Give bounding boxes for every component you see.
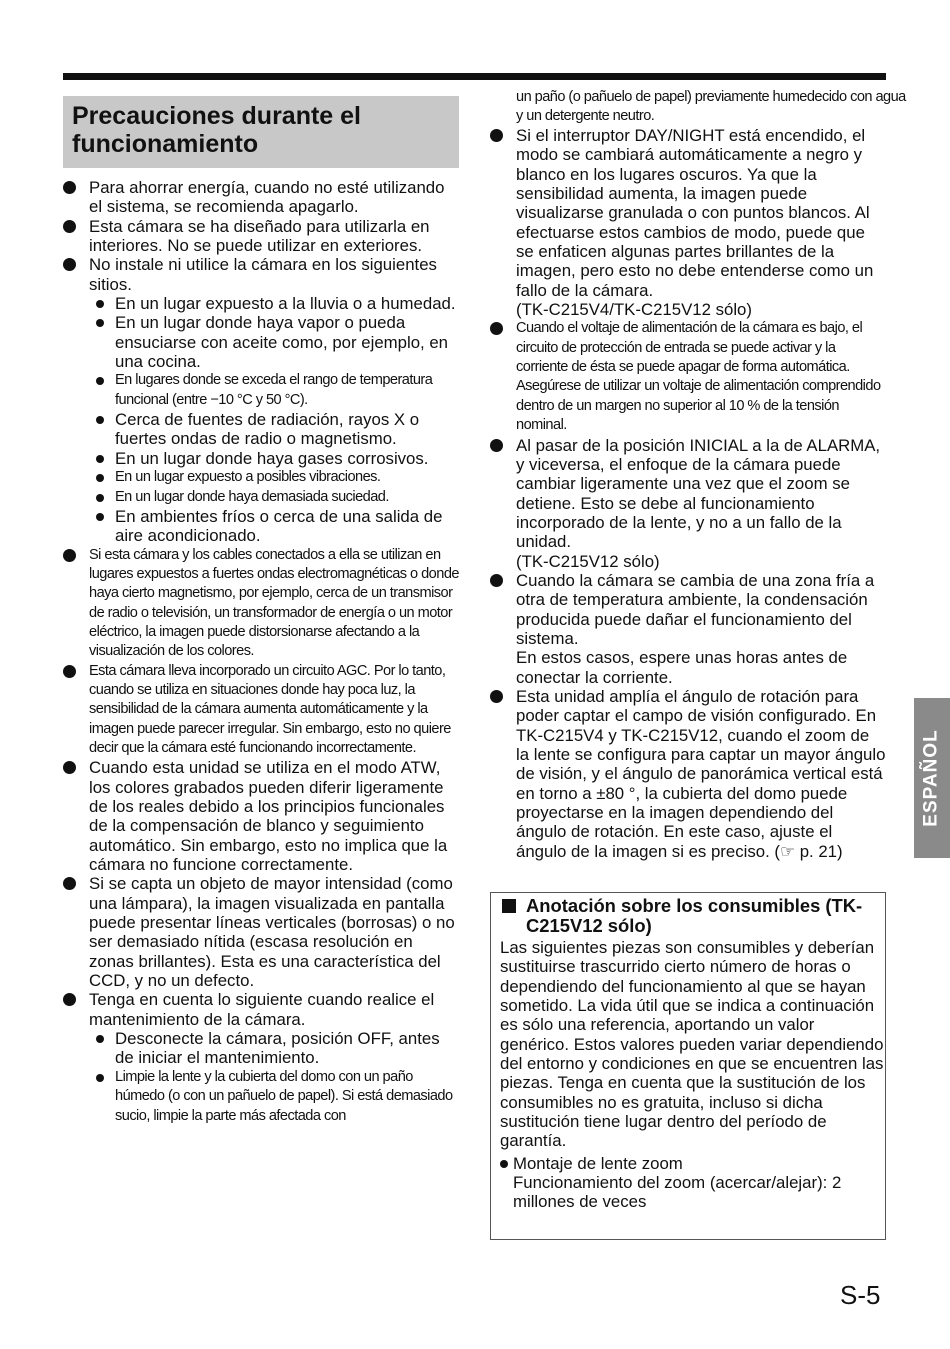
sub-bullet-icon [96, 474, 104, 482]
sub-list-item-text: En un lugar donde haya demasiada suciedad. [115, 488, 389, 505]
sub-list-item [63, 1068, 461, 1126]
bullet-icon [63, 993, 76, 1006]
sub-bullet-icon [96, 1074, 104, 1082]
sub-list-item [63, 488, 461, 507]
bullet-icon [63, 665, 76, 678]
list-item-text: Si se capta un objeto de mayor intensidad (como una lámpara), la imagen visualizada en pantalla puede presentar líneas verticales (borrosas) o no ser demasiado nítida (escasa resolución en zonas brillantes). Esta es una característica del CCD, y no un defecto. [89, 874, 455, 991]
sub-list-item-text: Limpie la lente y la cubierta del domo con un paño húmedo (o con un pañuelo de papel). Si está demasiado sucio, limpie la parte más afectada con [115, 1068, 453, 1124]
list-item [63, 178, 461, 217]
sub-list-item-text: En un lugar donde haya gases corrosivos. [115, 448, 429, 468]
consumables-item [500, 1154, 885, 1212]
page-number: S-5 [840, 1280, 881, 1310]
list-item-text: Esta cámara se ha diseñado para utilizarla en interiores. No se puede utilizar en exteriores. [89, 216, 430, 256]
consumables-heading-text: Anotación sobre los consumibles (TK-C215V12 sólo) [526, 895, 863, 936]
list-item-text: Para ahorrar energía, cuando no esté utilizando el sistema, se recomienda apagarlo. [89, 178, 445, 217]
bullet-icon [490, 690, 503, 703]
language-tab [914, 698, 950, 858]
sub-list-item-text: En ambientes fríos o cerca de una salida de aire acondicionado. [115, 506, 443, 546]
sub-bullet-icon [96, 1035, 104, 1043]
bullet-icon [63, 181, 76, 194]
sub-bullet-icon [96, 416, 104, 424]
list-item-text: Esta unidad amplía el ángulo de rotación para poder captar el campo de visión configurado. En TK-C215V4 y TK-C215V12, cuando el zoom de la lente se configura para captar un mayor ángulo de visión, y el ángulo de panorámica vertical está en torno a ±80 °, la cubierta del domo puede proyectarse en la imagen dependiendo del ángulo de rotación. En este caso, ajuste el ángulo de la imagen si es preciso. (☞ p. 21) [516, 686, 886, 861]
list-item [63, 990, 461, 1125]
bullet-icon [490, 439, 503, 452]
top-rule [63, 73, 886, 80]
sub-list-item [63, 507, 461, 546]
sub-bullet-icon [96, 455, 104, 463]
sub-list-item [63, 1029, 461, 1068]
bullet-icon [63, 877, 76, 890]
list-item-note: En estos casos, espere unas horas antes de conectar la corriente. [516, 648, 848, 687]
bullet-icon [490, 574, 503, 587]
consumables-note-box [490, 892, 886, 1240]
sub-list-item [63, 294, 461, 313]
list-item-note: (TK-C215V12 sólo) [516, 551, 660, 571]
sub-bullet-icon [96, 377, 104, 385]
list-item [490, 687, 886, 861]
section-title-box [63, 96, 459, 168]
sub-list-item-text: En un lugar donde haya vapor o pueda ensuciarse con aceite como, por ejemplo, en una cocina. [115, 313, 449, 372]
sub-list [63, 1029, 461, 1126]
list-item-text: Al pasar de la posición INICIAL a la de ALARMA, y viceversa, el enfoque de la cámara puede cambiar ligeramente una vez que el zoom se detiene. Esto se debe al funcionamiento incorporado de la lente, y no a un fallo de la unidad. [516, 435, 881, 552]
sub-list-item [63, 449, 461, 468]
sub-list-item-text: En lugares donde se exceda el rango de temperatura funcional (entre −10 °C y 50 °C). [115, 372, 433, 408]
language-tab-label: ESPAÑOL [921, 729, 942, 827]
precautions-list-left [63, 178, 461, 1126]
precautions-list-right [490, 126, 886, 861]
square-bullet-icon [502, 899, 516, 913]
bullet-icon [63, 761, 76, 774]
list-item-text: Si esta cámara y los cables conectados a ella se utilizan en lugares expuestos a fuertes ondas electromagnéticas o donde haya cierto magnetismo, por ejemplo, cerca de un transmisor de radio o televisión, un transformador de energía o un motor eléctrico, la imagen puede distorsionarse afectando a la visualización de los colores. [89, 546, 459, 660]
list-item-text: Cuando el voltaje de alimentación de la cámara es bajo, el circuito de protección de entrada se puede activar y la corriente de ésta se puede apagar de forma automática. Asegúrese de utilizar un voltaje de alimentación comprendido dentro de un margen no superior al 10 % de la tensión nominal. [516, 320, 881, 434]
list-item [490, 571, 886, 687]
list-item-text: Esta cámara lleva incorporado un circuito AGC. Por lo tanto, cuando se utiliza en situaciones donde hay poca luz, la sensibilidad de la cámara aumenta automáticamente y la imagen puede parecer irregular. Sin embargo, esto no quiere decir que la cámara esté funcionando incorrectamente. [89, 662, 451, 756]
sub-list-item-text: Desconecte la cámara, posición OFF, antes de iniciar el mantenimiento. [115, 1029, 440, 1068]
list-item [63, 217, 461, 256]
sub-list-item-text: En un lugar expuesto a la lluvia o a humedad. [115, 294, 456, 314]
list-item-text: Cuando esta unidad se utiliza en el modo ATW, los colores grabados pueden diferir ligeramente de los reales debido a los principios funcionales de la compensación de blanco y seguimiento automático. Sin embargo, esto no implica que la cámara no funcione correctamente. [89, 758, 448, 875]
sub-bullet-icon [96, 494, 104, 502]
sub-list-item-text: En un lugar expuesto a posibles vibraciones. [115, 469, 381, 486]
sub-list-item-text: Cerca de fuentes de radiación, rayos X o fuertes ondas de radio o magnetismo. [115, 410, 420, 449]
list-item [63, 662, 461, 759]
consumables-body: Las siguientes piezas son consumibles y deberían sustituirse trascurrido cierto número de horas o dependiendo del funcionamiento al que se hayan sometido. La vida útil que se indica a continuación es sólo una referencia, aportando un valor genérico. Estos valores pueden variar dependiendo del entorno y condiciones en que se encuentren las piezas. Tenga en cuenta que la sustitución de los consumibles no es gratuita, incluso si dicha sustitución tiene lugar dentro del período de garantía. [500, 938, 884, 1151]
bullet-icon [490, 129, 503, 142]
continued-text: un paño (o pañuelo de papel) previamente humedecido con agua y un detergente neutro. [516, 89, 906, 125]
bullet-icon [63, 220, 76, 233]
bullet-icon [500, 1160, 508, 1168]
sub-list [63, 294, 461, 545]
sub-list-item [63, 468, 461, 487]
list-item-text: Cuando la cámara se cambia de una zona fría a otra de temperatura ambiente, la condensación producida puede dañar el funcionamiento del sistema. [516, 570, 875, 648]
list-item [63, 546, 461, 662]
list-item [490, 436, 886, 571]
list-item [490, 319, 886, 435]
section-title: Precauciones durante el funcionamiento [72, 102, 362, 158]
list-item-text: Tenga en cuenta lo siguiente cuando realice el mantenimiento de la cámara. [89, 990, 435, 1029]
list-item-note: (TK-C215V4/TK-C215V12 sólo) [516, 300, 752, 320]
bullet-icon [490, 322, 503, 335]
sub-bullet-icon [96, 319, 104, 327]
list-item-text: Si el interruptor DAY/NIGHT está encendido, el modo se cambiará automáticamente a negro y blanco en los lugares oscuros. Ya que la sensibilidad aumenta, la imagen puede visualizarse granulada o con puntos blancos. Al efectuarse estos cambios de modo, puede que se enfaticen algunas partes brillantes de la imagen, pero esto no debe entenderse como un fallo de la cámara. [516, 126, 874, 300]
sub-list-item [63, 371, 461, 410]
sub-bullet-icon [96, 300, 104, 308]
sub-list-item [63, 313, 461, 371]
list-item-text: No instale ni utilice la cámara en los siguientes sitios. [89, 255, 437, 294]
sub-bullet-icon [96, 513, 104, 521]
bullet-icon [63, 549, 76, 562]
consumables-heading [500, 896, 885, 936]
list-item [63, 874, 461, 990]
consumables-item-title: Montaje de lente zoom [513, 1153, 683, 1173]
sub-list-item [63, 410, 461, 449]
list-item [490, 126, 886, 319]
list-item [63, 758, 461, 874]
consumables-item-detail: Funcionamiento del zoom (acercar/alejar): 2 millones de veces [513, 1173, 842, 1212]
list-item [63, 255, 461, 545]
bullet-icon [63, 258, 76, 271]
